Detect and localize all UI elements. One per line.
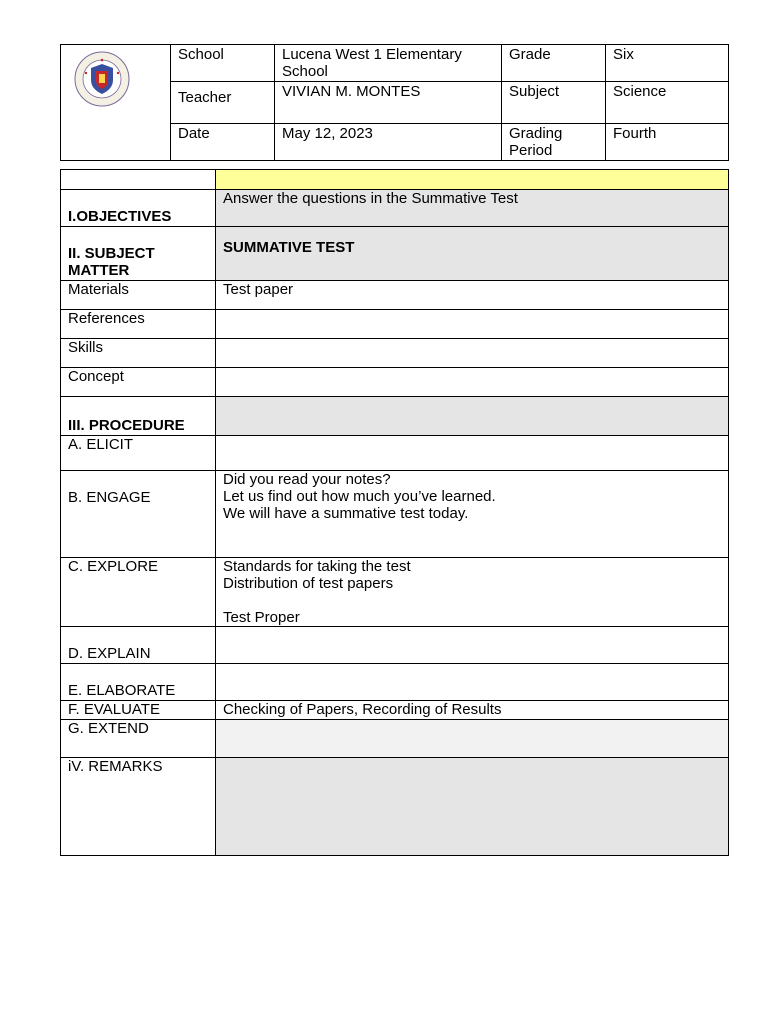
lesson-plan-table	[60, 169, 729, 856]
materials-label: Materials	[61, 281, 216, 310]
date-label: Date	[171, 124, 275, 161]
remarks-label: iV. REMARKS	[61, 758, 216, 856]
references-value	[216, 310, 729, 339]
engage-line: We will have a summative test today.	[223, 505, 469, 522]
extend-label: G. EXTEND	[61, 720, 216, 758]
explain-value	[216, 627, 729, 664]
skills-label: Skills	[61, 339, 216, 368]
elaborate-value	[216, 664, 729, 701]
engage-value	[216, 471, 729, 558]
teacher-value: VIVIAN M. MONTES	[275, 82, 502, 124]
procedure-label: III. PROCEDURE	[61, 397, 216, 436]
objectives-label: I.OBJECTIVES	[61, 190, 216, 227]
materials-value: Test paper	[216, 281, 729, 310]
remarks-value	[216, 758, 729, 856]
teacher-label: Teacher	[171, 82, 275, 124]
skills-value	[216, 339, 729, 368]
grade-value: Six	[606, 45, 729, 82]
logo-cell	[61, 45, 171, 161]
subject-label: Subject	[502, 82, 606, 124]
engage-label: B. ENGAGE	[61, 471, 216, 558]
elicit-label: A. ELICIT	[61, 436, 216, 471]
grade-label: Grade	[502, 45, 606, 82]
concept-label: Concept	[61, 368, 216, 397]
grading-period-value: Fourth	[606, 124, 729, 161]
school-value: Lucena West 1 Elementary School	[275, 45, 502, 82]
explore-value	[216, 558, 729, 627]
elaborate-label: E. ELABORATE	[61, 664, 216, 701]
explore-line: Test Proper	[223, 609, 300, 626]
engage-line: Let us find out how much you’ve learned.	[223, 488, 496, 505]
explain-label: D. EXPLAIN	[61, 627, 216, 664]
evaluate-value: Checking of Papers, Recording of Results	[216, 701, 729, 720]
extend-value	[216, 720, 729, 758]
explore-line	[223, 592, 728, 609]
subject-value: Science	[606, 82, 729, 124]
blank-label-cell	[61, 170, 216, 190]
explore-label: C. EXPLORE	[61, 558, 216, 627]
elicit-value	[216, 436, 729, 471]
highlight-cell	[216, 170, 729, 190]
explore-line: Standards for taking the test	[223, 558, 411, 575]
header-table	[60, 44, 729, 161]
evaluate-label: F. EVALUATE	[61, 701, 216, 720]
subject-matter-value: SUMMATIVE TEST	[216, 227, 729, 281]
deped-seal-icon	[74, 51, 130, 107]
grading-period-label: Grading Period	[502, 124, 606, 161]
date-value: May 12, 2023	[275, 124, 502, 161]
explore-line: Distribution of test papers	[223, 575, 394, 592]
subject-matter-label: II. SUBJECT MATTER	[61, 227, 216, 281]
concept-value	[216, 368, 729, 397]
engage-line: Did you read your notes?	[223, 471, 391, 488]
procedure-value	[216, 397, 729, 436]
school-label: School	[171, 45, 275, 82]
objectives-value: Answer the questions in the Summative Test	[216, 190, 729, 227]
references-label: References	[61, 310, 216, 339]
